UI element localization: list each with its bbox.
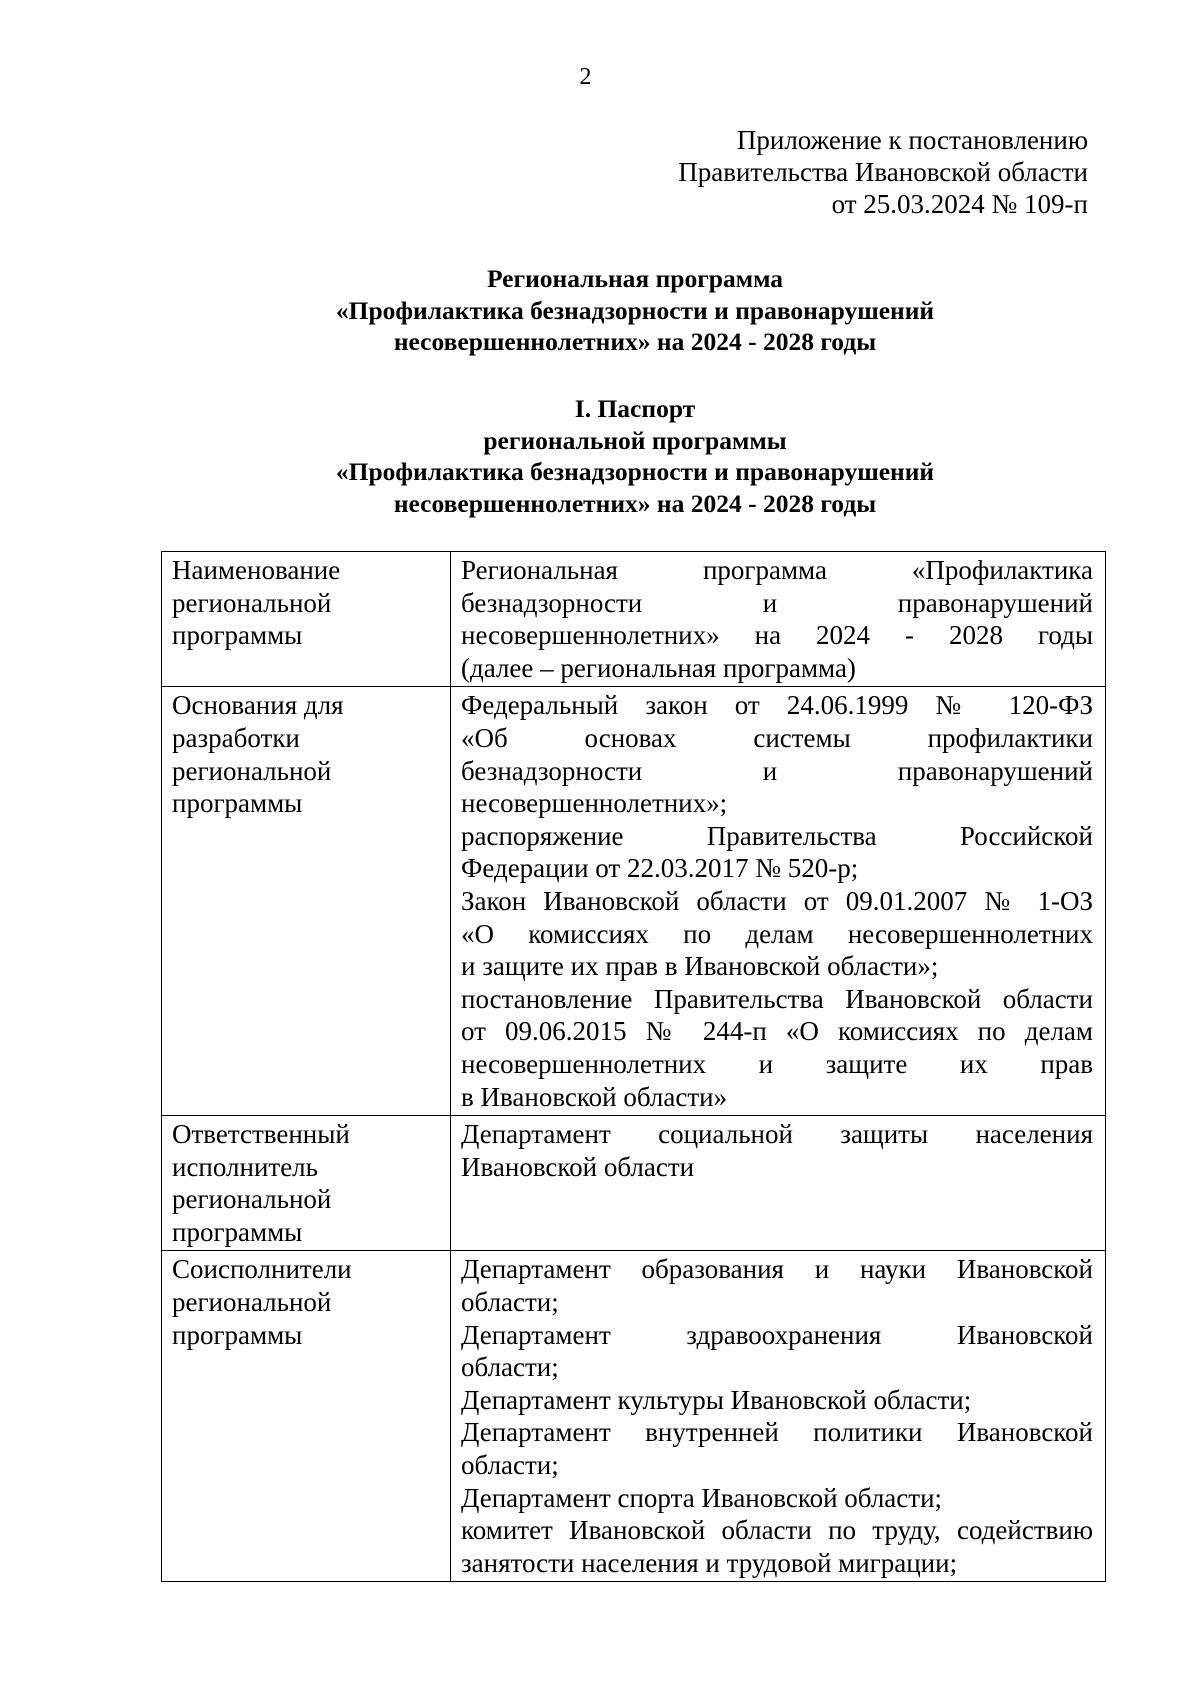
table-row (162, 552, 1106, 687)
table-row (162, 687, 1106, 1116)
value-line: безнадзорности и правонарушений (461, 587, 1093, 618)
value-line: Департамент спорта Ивановской области; (461, 1482, 943, 1513)
value-line: области; (461, 1352, 559, 1383)
value-line: Федеральный закон от 24.06.1999 № 120-ФЗ (461, 690, 1093, 721)
page-number: 2 (579, 64, 592, 90)
passport-title-line: несовершеннолетних» на 2024 - 2028 годы (393, 488, 877, 518)
label-line: Ответственный (172, 1119, 350, 1150)
label-line: программы (172, 788, 303, 819)
label-line: программы (172, 1216, 303, 1247)
value-line: и защите их прав в Ивановской области»; (461, 951, 939, 982)
program-title-line: несовершеннолетних» на 2024 - 2028 годы (393, 327, 877, 356)
label-line: исполнитель (172, 1151, 318, 1182)
value-line: комитет Ивановской области по труду, содействию (461, 1515, 1093, 1546)
label-line: разработки (172, 722, 300, 753)
row-value-responsible (451, 1116, 1106, 1251)
row-label-responsible (162, 1116, 451, 1251)
label-line: Соисполнители (172, 1254, 352, 1285)
label-line: региональной (172, 1184, 332, 1215)
value-line: (далее – региональная программа) (461, 652, 856, 683)
value-line: Ивановской области (461, 1151, 695, 1182)
label-line: Наименование (172, 555, 341, 585)
value-line: Департамент социальной защиты населения (461, 1119, 1093, 1150)
value-line: распоряжение Правительства Российской (461, 820, 1093, 851)
value-line: «О комиссиях по делам несовершеннолетних (461, 918, 1093, 949)
row-label-co-executors (162, 1251, 451, 1582)
value-line: области; (461, 1287, 559, 1318)
value-line: несовершеннолетних и защите их прав (461, 1048, 1093, 1079)
value-line: области; (461, 1450, 559, 1481)
appendix-header (678, 124, 1088, 220)
value-line: Региональная программа «Профилактика (461, 555, 1093, 585)
value-line: несовершеннолетних» на 2024 - 2028 годы (461, 620, 1093, 651)
value-line: «Об основах системы профилактики (461, 722, 1093, 753)
appendix-line: от 25.03.2024 № 109-п (831, 189, 1088, 219)
value-line: безнадзорности и правонарушений (461, 755, 1093, 786)
row-value-co-executors (451, 1251, 1106, 1582)
value-line: занятости населения и трудовой миграции; (461, 1547, 958, 1578)
value-line: в Ивановской области» (461, 1081, 728, 1112)
program-title-line: Региональная программа (486, 264, 784, 293)
label-line: программы (172, 620, 303, 651)
program-title (160, 263, 1110, 358)
passport-table (161, 551, 1106, 1582)
value-line: Федерации от 22.03.2017 № 520-р; (461, 853, 859, 884)
appendix-line: Правительства Ивановской области (678, 157, 1088, 187)
value-line: Департамент образования и науки Ивановской (461, 1254, 1093, 1285)
row-value-grounds (451, 687, 1106, 1116)
value-line: Департамент внутренней политики Ивановской (461, 1417, 1093, 1448)
row-label-program-name (162, 552, 451, 687)
passport-title-line: региональной программы (483, 425, 787, 455)
passport-title-line: I. Паспорт (574, 394, 696, 423)
value-line: Департамент культуры Ивановской области; (461, 1384, 972, 1415)
label-line: Основания для (172, 690, 344, 721)
row-label-grounds (162, 687, 451, 1116)
table-row (162, 1251, 1106, 1582)
passport-title-line: «Профилактика безнадзорности и правонарушений (335, 457, 935, 486)
table-row (162, 1116, 1106, 1251)
value-line: несовершеннолетних»; (461, 788, 728, 819)
value-line: от 09.06.2015 № 244-п «О комиссиях по делам (461, 1016, 1093, 1047)
label-line: региональной (172, 755, 332, 786)
passport-title (160, 393, 1110, 519)
row-value-program-name (451, 552, 1106, 687)
label-line: программы (172, 1319, 303, 1350)
label-line: региональной (172, 587, 332, 618)
value-line: постановление Правительства Ивановской области (461, 983, 1093, 1014)
value-line: Закон Ивановской области от 09.01.2007 № 1-ОЗ (461, 885, 1093, 916)
label-line: региональной (172, 1287, 332, 1318)
program-title-line: «Профилактика безнадзорности и правонарушений (335, 295, 935, 325)
value-line: Департамент здравоохранения Ивановской (461, 1319, 1093, 1350)
appendix-line: Приложение к постановлению (736, 125, 1088, 155)
